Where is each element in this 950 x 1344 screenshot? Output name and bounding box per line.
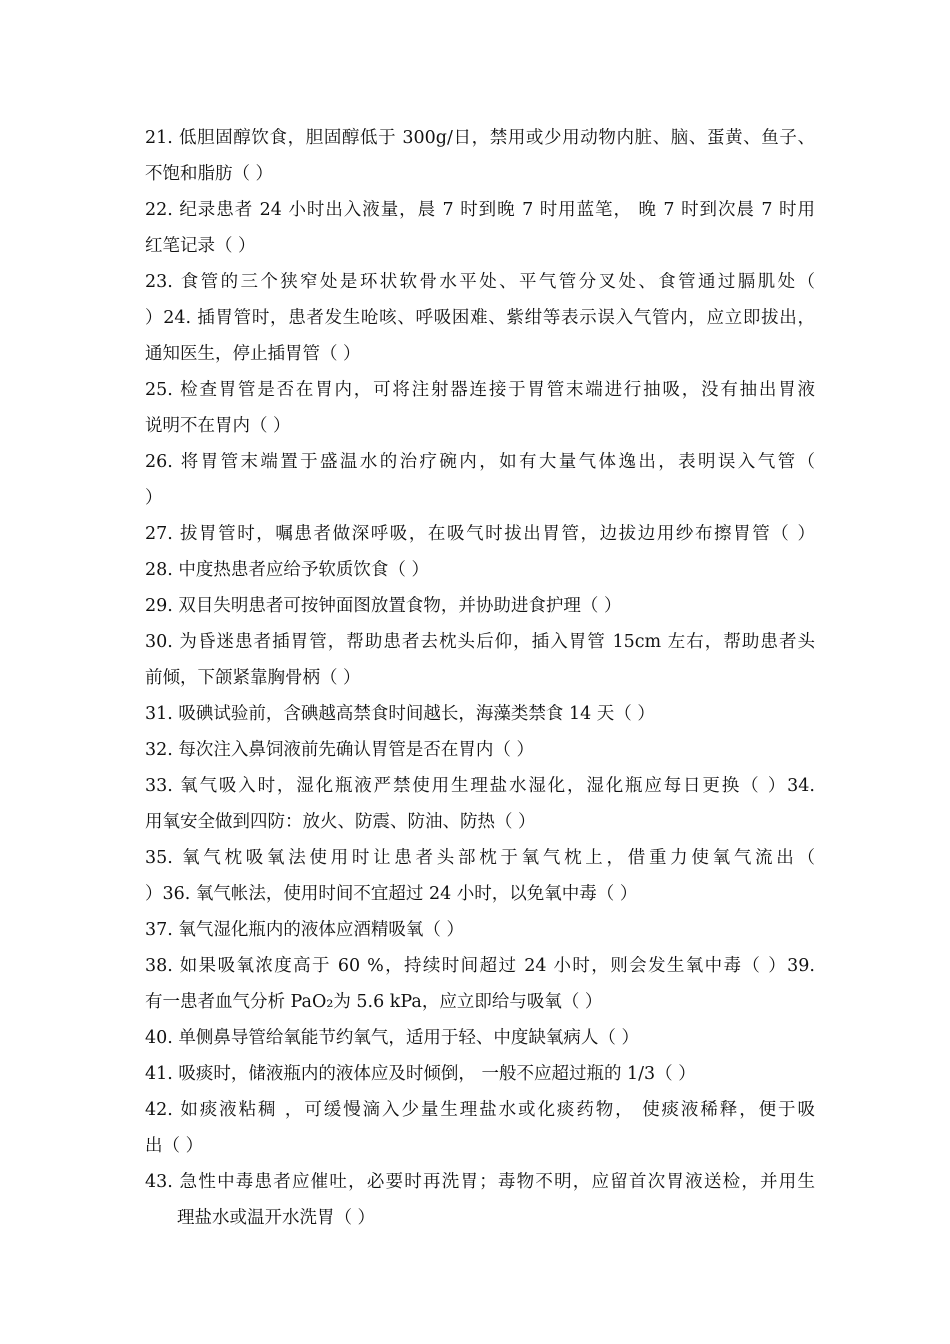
text-line: 26. 将胃管末端置于盛温水的治疗碗内，如有大量气体逸出，表明误入气管（ bbox=[145, 452, 815, 472]
text-line: 通知医生，停止插胃管（ ） bbox=[145, 344, 361, 364]
text-line: 红笔记录（ ） bbox=[145, 236, 256, 256]
text-line: 32. 每次注入鼻饲液前先确认胃管是否在胃内（ ） bbox=[145, 740, 534, 760]
text-line: 42. 如痰液粘稠 ，可缓慢滴入少量生理盐水或化痰药物， 使痰液稀释，便于吸 bbox=[145, 1100, 815, 1120]
text-line: 22. 纪录患者 24 小时出入液量，晨 7 时到晚 7 时用蓝笔， 晚 7 时到次晨 7 时用 bbox=[145, 200, 815, 220]
text-line: ） bbox=[145, 488, 163, 508]
text-line: 29. 双目失明患者可按钟面图放置食物，并协助进食护理（ ） bbox=[145, 596, 622, 616]
text-line: 27. 拔胃管时，嘱患者做深呼吸，在吸气时拔出胃管，边拔边用纱布擦胃管（ ） bbox=[145, 524, 815, 544]
text-line: 出（ ） bbox=[145, 1136, 204, 1156]
text-line: 前倾，下颌紧靠胸骨柄（ ） bbox=[145, 668, 361, 688]
text-line: 23. 食管的三个狭窄处是环状软骨水平处、平气管分叉处、食管通过膈肌处（ bbox=[145, 272, 815, 292]
text-line: 用氧安全做到四防：放火、防震、防油、防热（ ） bbox=[145, 812, 536, 832]
text-line: 35. 氧气枕吸氧法使用时让患者头部枕于氧气枕上，借重力使氧气流出（ bbox=[145, 848, 815, 868]
text-line: 31. 吸碘试验前，含碘越高禁食时间越长，海藻类禁食 14 天（ ） bbox=[145, 704, 655, 724]
text-line: 41. 吸痰时，储液瓶内的液体应及时倾倒， 一般不应超过瓶的 1/3（ ） bbox=[145, 1064, 696, 1084]
text-line: 38. 如果吸氧浓度高于 60 %，持续时间超过 24 小时，则会发生氧中毒（ ）39. bbox=[145, 956, 815, 976]
text-line: 28. 中度热患者应给予软质饮食（ ） bbox=[145, 560, 429, 580]
text-line: 37. 氧气湿化瓶内的液体应酒精吸氧（ ） bbox=[145, 920, 464, 940]
text-line: 不饱和脂肪（ ） bbox=[145, 164, 274, 184]
text-line: ）36. 氧气帐法，使用时间不宜超过 24 小时，以免氧中毒（ ） bbox=[145, 884, 638, 904]
text-line: 40. 单侧鼻导管给氧能节约氧气，适用于轻、中度缺氧病人（ ） bbox=[145, 1028, 639, 1048]
text-line: 有一患者血气分析 PaO₂为 5.6 kPa，应立即给与吸氧（ ） bbox=[145, 992, 603, 1012]
text-line: ）24. 插胃管时，患者发生呛咳、呼吸困难、紫绀等表示误入气管内，应立即拔出， bbox=[145, 308, 815, 328]
text-line: 25. 检查胃管是否在胃内，可将注射器连接于胃管末端进行抽吸，没有抽出胃液 bbox=[145, 380, 815, 400]
text-line: 33. 氧气吸入时，湿化瓶液严禁使用生理盐水湿化，湿化瓶应每日更换（ ）34. bbox=[145, 776, 815, 796]
text-line: 21. 低胆固醇饮食，胆固醇低于 300g/日，禁用或少用动物内脏、脑、蛋黄、鱼子、 bbox=[145, 128, 815, 148]
text-line: 43. 急性中毒患者应催吐，必要时再洗胃；毒物不明，应留首次胃液送检，并用生 bbox=[145, 1172, 815, 1192]
text-line: 理盐水或温开水洗胃（ ） bbox=[177, 1208, 376, 1228]
text-line: 说明不在胃内（ ） bbox=[145, 416, 291, 436]
question-list bbox=[145, 120, 815, 1236]
text-line: 30. 为昏迷患者插胃管，帮助患者去枕头后仰，插入胃管 15cm 左右，帮助患者头 bbox=[145, 632, 815, 652]
